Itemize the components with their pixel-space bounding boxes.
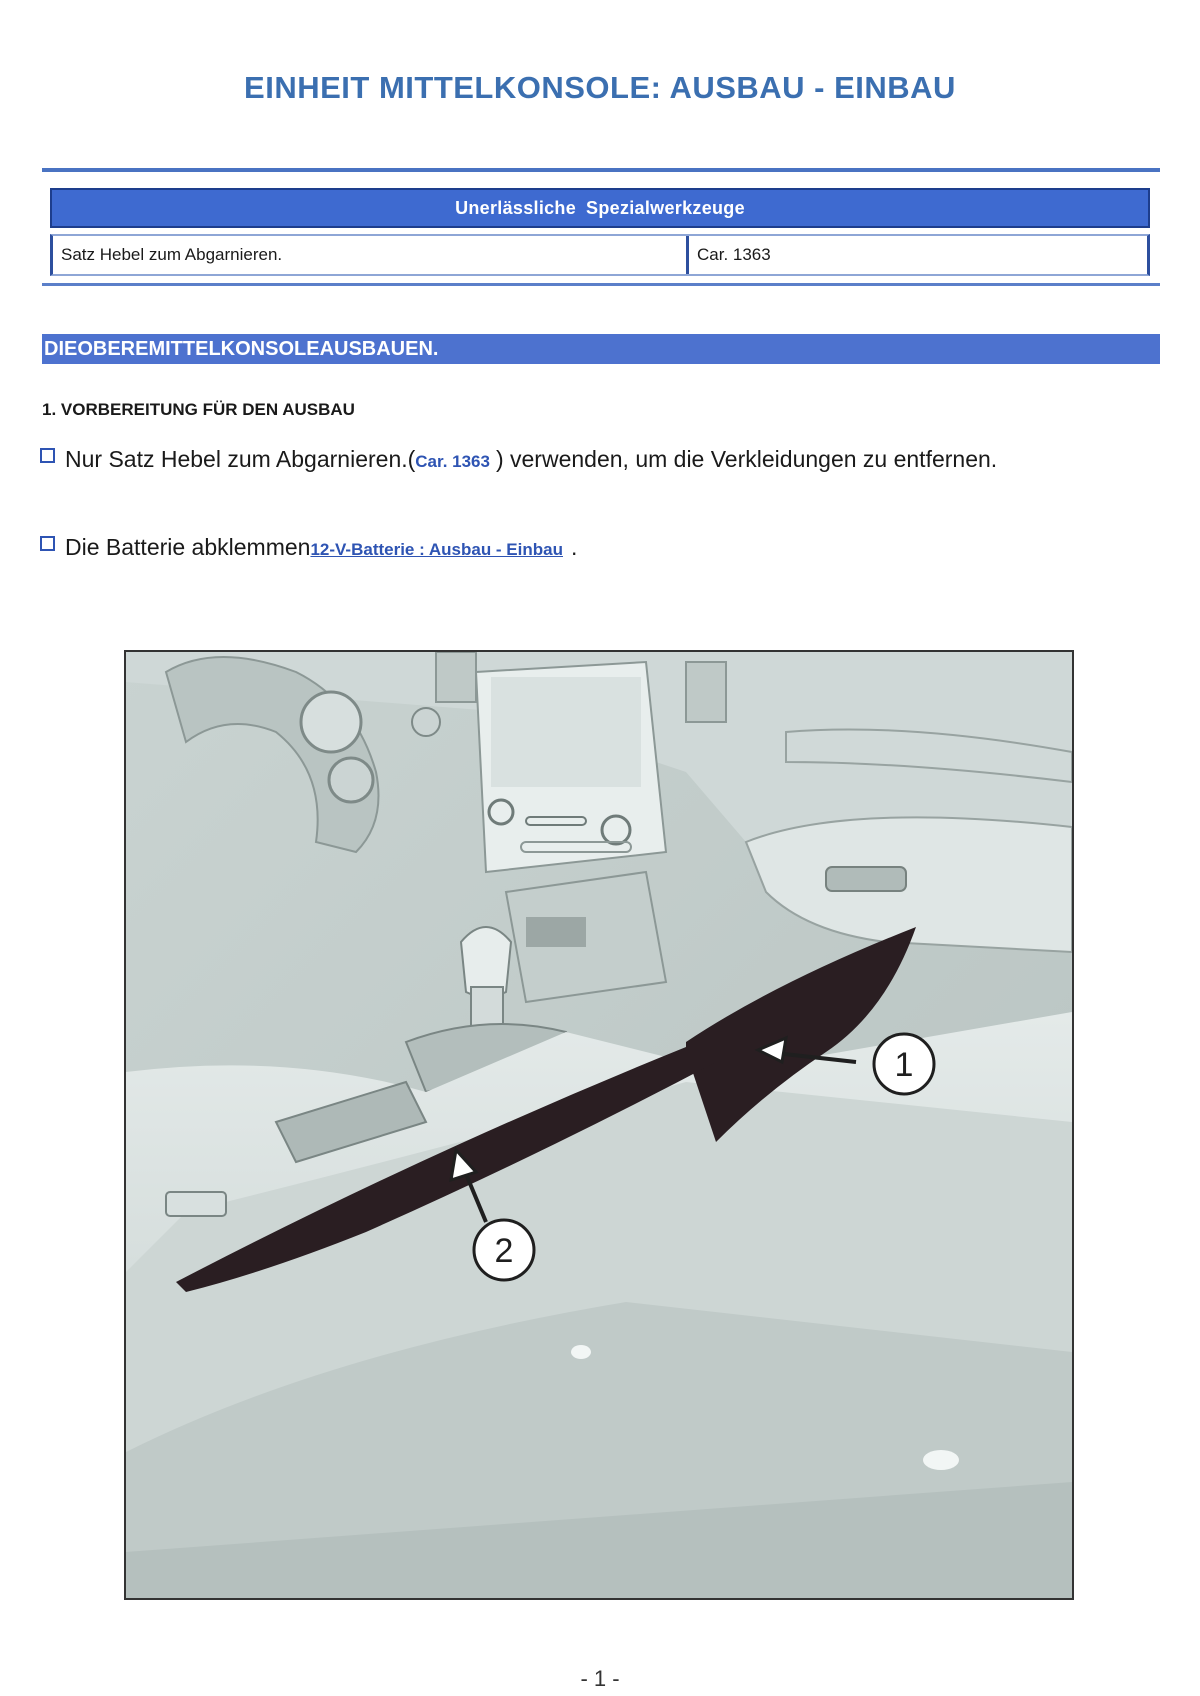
callout-label-1: 1 xyxy=(894,1046,914,1084)
console-illustration xyxy=(126,652,1072,1598)
tool-description: Satz Hebel zum Abgarnieren. xyxy=(53,236,689,274)
callout-label-2: 2 xyxy=(494,1232,514,1270)
checkbox-bullet-icon xyxy=(40,448,55,463)
page-title: EINHEIT MITTELKONSOLE: AUSBAU - EINBAU xyxy=(244,70,956,105)
page-number: - 1 - xyxy=(580,1666,620,1691)
tool-code: Car. 1363 xyxy=(697,245,771,264)
tools-header-word2: Spezialwerkzeuge xyxy=(586,197,745,218)
instruction-text-before: Die Batterie abklemmen xyxy=(65,534,311,560)
battery-procedure-link[interactable]: 12-V-Batterie : Ausbau - Einbau xyxy=(310,540,563,559)
tools-table-header xyxy=(50,188,1150,228)
instruction-text-after: ) verwenden, um die Verkleidungen zu entfernen. xyxy=(495,446,998,472)
step-heading: 1. VORBEREITUNG FÜR DEN AUSBAU xyxy=(42,400,355,419)
tools-table-row xyxy=(50,234,1150,276)
instruction-item xyxy=(40,534,577,561)
instruction-text-after: . xyxy=(570,534,578,560)
instruction-item xyxy=(40,446,997,473)
tools-header-word1: Unerlässliche xyxy=(455,197,577,218)
section-heading: DIEOBEREMITTELKONSOLEAUSBAUEN. xyxy=(42,334,1160,364)
checkbox-bullet-icon xyxy=(40,536,55,551)
instruction-text-before: Nur Satz Hebel zum Abgarnieren.( xyxy=(65,446,416,472)
tool-reference: Car. 1363 xyxy=(415,452,490,471)
center-console-figure xyxy=(124,650,1074,1600)
